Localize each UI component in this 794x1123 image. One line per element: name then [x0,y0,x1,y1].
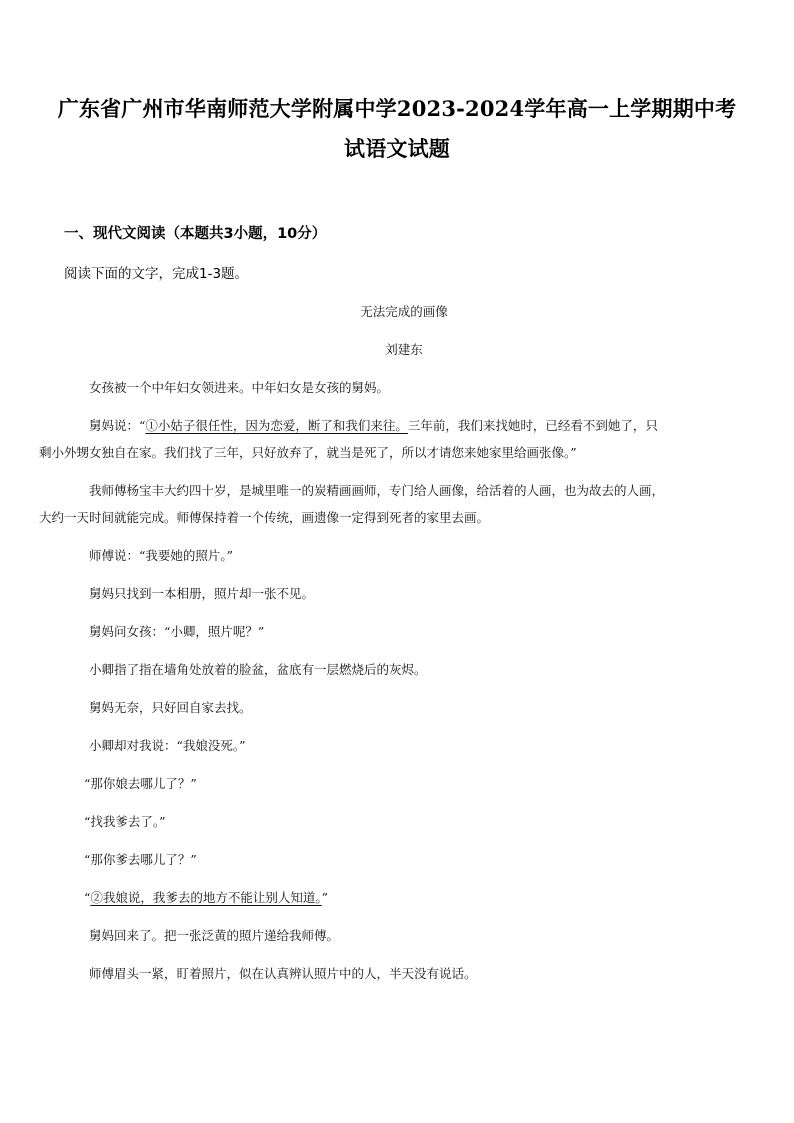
paragraph-1: 女孩被一个中年妇女领进来。中年妇女是女孩的舅妈。 [89,380,390,395]
paragraph-14: 舅妈回来了。把一张泛黄的照片递给我师傅。 [89,928,340,943]
paragraph-10: “那你娘去哪儿了？” [84,776,197,791]
paragraph-7: 小卿指了指在墙角处放着的脸盆，盆底有一层燃烧后的灰烬。 [89,662,427,677]
underlined-sentence-1: ①小姑子很任性，因为恋爱，断了和我们来往。 [145,418,408,433]
paragraph-4: 师傅说：“我要她的照片。” [89,548,234,563]
paragraph-11: “找我爹去了。” [84,814,166,829]
paragraph-15: 师傅眉头一紧，盯着照片，似在认真辨认照片中的人，半天没有说话。 [89,966,477,981]
underlined-sentence-2: ②我娘说，我爹去的地方不能让别人知道。 [90,890,322,905]
paragraph-2: 舅妈说：“①小姑子很任性，因为恋爱，断了和我们来往。三年前，我们来找她时，已经看不到她了，只 剩小外甥女独自在家。我们找了三年，只好放弃了，就当是死了，所以才请您来她家里给画张像。” [39,418,658,460]
article-author: 刘建东 [385,342,423,357]
title-line-2: 试语文试题 [344,136,450,161]
article-body [39,374,744,998]
paragraph-6: 舅妈问女孩：“小卿，照片呢？” [89,624,265,639]
paragraph-3: 我师傅杨宝丰大约四十岁，是城里唯一的炭精画画师，专门给人画像，给活着的人画，也为故去的人画， 大约一天时间就能完成。师傅保持着一个传统，画遗像一定得到死者的家里去画。 [39,483,665,525]
paragraph-9: 小卿却对我说：“我娘没死。” [89,738,246,753]
paragraph-12: “那你爹去哪儿了？” [84,852,197,867]
section-heading: 一、现代文阅读（本题共3小题，10分） [64,226,327,242]
document-title [40,89,754,169]
article-title: 无法完成的画像 [360,304,448,319]
title-line-1: 广东省广州市华南师范大学附属中学2023-2024学年高一上学期期中考 [57,96,737,121]
paragraph-8: 舅妈无奈，只好回自家去找。 [89,700,252,715]
reading-instruction: 阅读下面的文字，完成1-3题。 [64,266,249,282]
paragraph-5: 舅妈只找到一本相册，照片却一张不见。 [89,586,315,601]
paragraph-13: “②我娘说，我爹去的地方不能让别人知道。” [84,890,329,905]
